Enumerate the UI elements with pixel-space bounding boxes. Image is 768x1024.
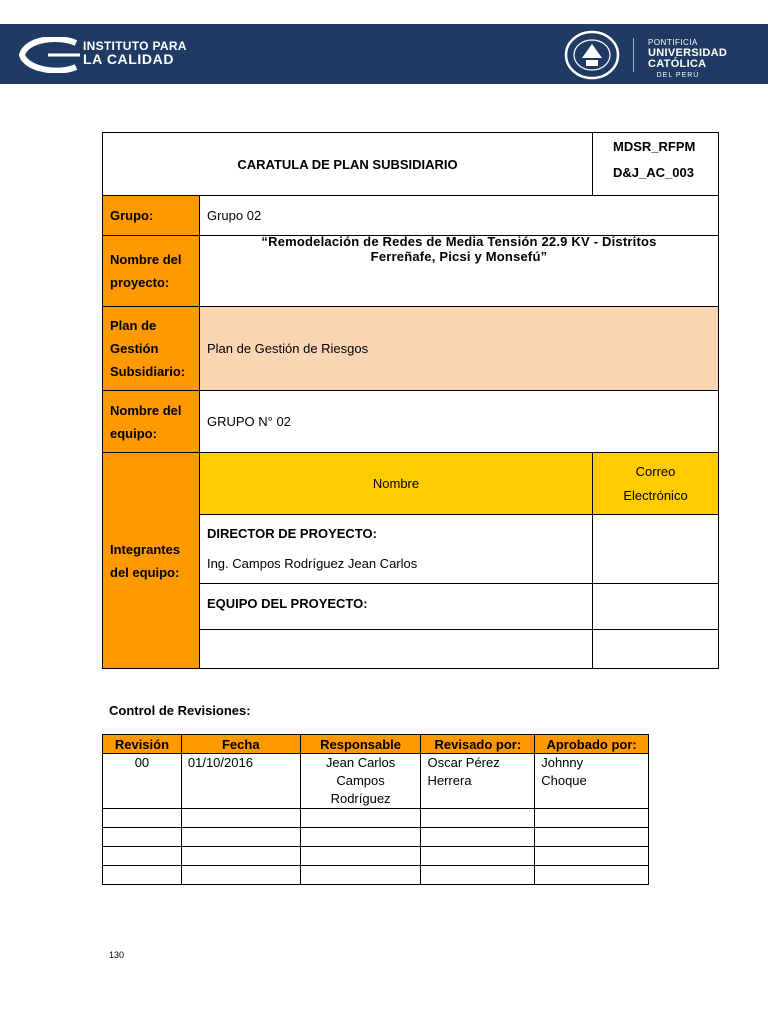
team-value: GRUPO N° 02 [199, 391, 718, 453]
cover-table [102, 132, 719, 669]
plan-row [103, 307, 719, 391]
reviewed-2: Herrera [427, 773, 472, 788]
team-label [103, 391, 200, 453]
revisions-title: Control de Revisiones: [109, 703, 251, 718]
responsible-cell [300, 754, 421, 809]
approved-cell [535, 754, 649, 809]
group-value: Grupo 02 [199, 196, 718, 236]
table-row [103, 828, 649, 847]
header-banner [0, 24, 768, 84]
team-label-1: Nombre del [110, 402, 182, 418]
project-label-1: Nombre del [110, 252, 182, 267]
document-title: CARATULA DE PLAN SUBSIDIARIO [103, 133, 593, 196]
plan-label-2: Gestión [110, 341, 159, 356]
header-revision: Revisión [103, 735, 182, 754]
table-row [103, 754, 649, 809]
header-responsible: Responsable [300, 735, 421, 754]
name-column-header: Nombre [199, 453, 592, 515]
code-1: MDSR_RFPM [613, 139, 696, 154]
code-2: D&J_AC_003 [613, 165, 694, 180]
pucp-wordmark [648, 37, 727, 81]
instituto-calidad-wordmark [83, 40, 187, 66]
reviewed-1: Oscar Pérez [427, 755, 500, 770]
pucp-line2: UNIVERSIDAD [648, 47, 728, 59]
table-row [103, 847, 649, 866]
date-cell: 01/10/2016 [181, 754, 300, 809]
team-email [593, 584, 719, 630]
members-label-2: del equipo: [110, 564, 180, 580]
responsible-3: Rodríguez [330, 791, 391, 806]
revision-cell: 00 [103, 754, 182, 809]
project-row [103, 236, 719, 307]
group-label: Grupo: [103, 196, 200, 236]
plan-label [103, 307, 200, 391]
members-header-row [103, 453, 719, 515]
pucp-line1: PONTIFICIA [648, 38, 698, 47]
project-value-1: “Remodelación de Redes de Media Tensión 22.9 KV - Distritos [261, 234, 657, 249]
table-row [103, 809, 649, 828]
project-label-2: proyecto: [110, 275, 170, 290]
logo-line2: LA CALIDAD [83, 51, 175, 67]
pucp-line4: DEL PERÚ [656, 72, 700, 79]
members-label-1: Integrantes [110, 541, 181, 557]
university-seal-icon [564, 30, 620, 80]
team-name-row [103, 391, 719, 453]
plan-label-1: Plan de [110, 318, 157, 333]
plan-value: Plan de Gestión de Riesgos [199, 307, 718, 391]
responsible-1: Jean Carlos [325, 755, 396, 770]
director-name: Ing. Campos Rodríguez Jean Carlos [206, 556, 418, 571]
email-header-1: Correo [635, 463, 676, 479]
members-label [103, 453, 200, 669]
table-row [103, 866, 649, 885]
team-member-name [199, 630, 592, 669]
team-label-2: equipo: [110, 425, 157, 441]
revisions-table [102, 734, 649, 885]
approved-1: Johnny [541, 755, 584, 770]
email-header-2: Electrónico [623, 487, 688, 503]
title-row [103, 133, 719, 196]
document-code [593, 133, 719, 196]
reviewed-cell [421, 754, 535, 809]
page-number: 130 [109, 950, 125, 960]
email-column-header [593, 453, 719, 515]
header-approved: Aprobado por: [535, 735, 649, 754]
pucp-line3: CATÓLICA [648, 58, 707, 70]
group-row [103, 196, 719, 236]
logo-separator [633, 38, 634, 72]
project-label [103, 236, 200, 307]
logo-line1: INSTITUTO PARA [83, 39, 187, 53]
team-member-email [593, 630, 719, 669]
director-email [593, 515, 719, 584]
project-value [199, 236, 718, 307]
director-cell [199, 515, 592, 584]
project-value-2: Ferreñafe, Picsi y Monsefú” [370, 249, 548, 264]
approved-2: Choque [541, 773, 587, 788]
header-date: Fecha [181, 735, 300, 754]
pucp-shield-icon [642, 33, 646, 73]
revisions-header-row [103, 735, 649, 754]
header-reviewed: Revisado por: [421, 735, 535, 754]
team-title: EQUIPO DEL PROYECTO: [199, 584, 592, 630]
responsible-2: Campos [336, 773, 385, 788]
plan-label-3: Subsidiario: [110, 364, 186, 379]
director-title: DIRECTOR DE PROYECTO: [206, 526, 377, 541]
